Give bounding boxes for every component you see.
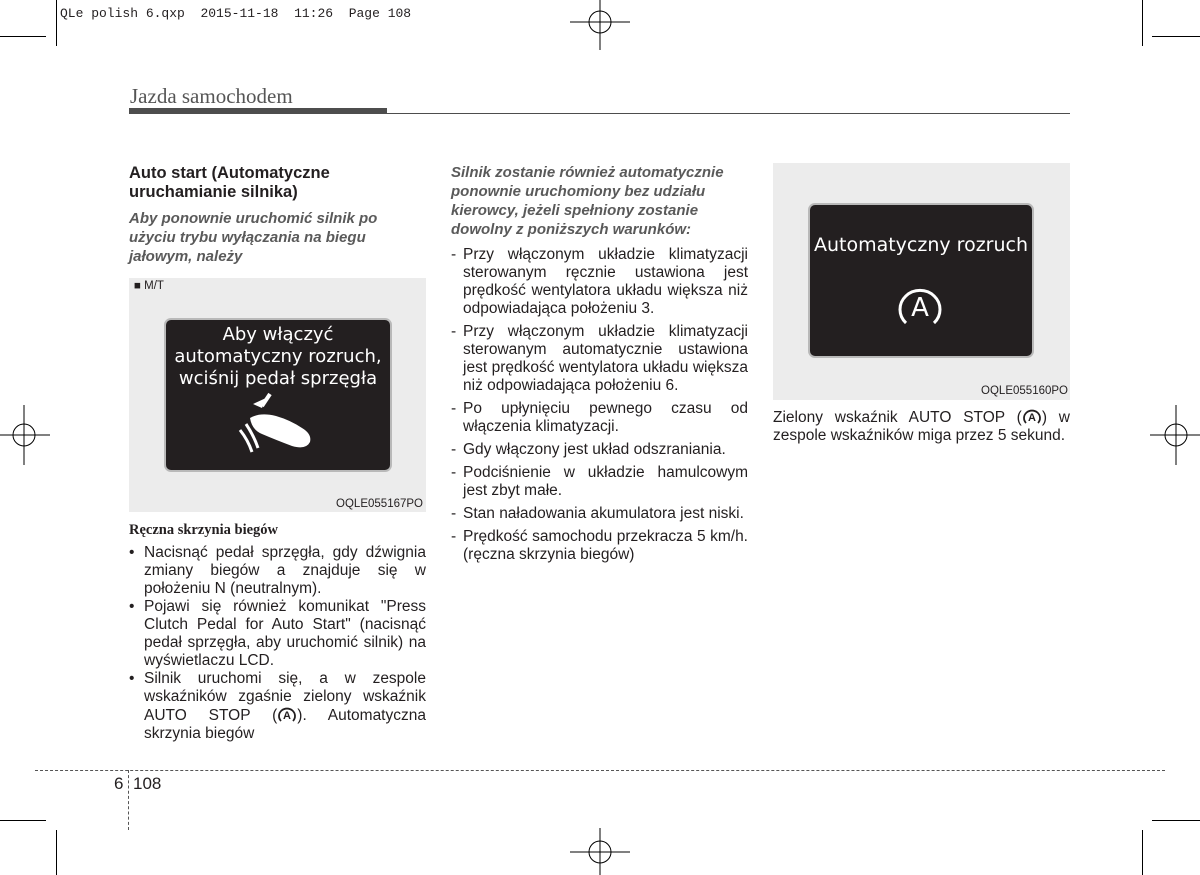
list-item-text: Prędkość samochodu przekracza 5 km/h. (ręczna skrzynia biegów) bbox=[463, 528, 748, 563]
column-1 bbox=[129, 164, 426, 266]
list-item: - Stan naładowania akumulatora jest niski. bbox=[451, 505, 744, 522]
list-item: • Nacisnąć pedał sprzęgła, gdy dźwignia zmiany biegów a znajduje się w położeniu N (neutralnym). bbox=[129, 544, 426, 597]
print-page: Page 108 bbox=[348, 6, 412, 21]
subheading: Ręczna skrzynia biegów bbox=[129, 522, 279, 538]
svg-text:A: A bbox=[283, 710, 292, 722]
registration-mark-bottom bbox=[570, 828, 630, 875]
page-number: 108 bbox=[133, 774, 162, 793]
print-time: 11:26 bbox=[294, 6, 334, 21]
chapter-rule-thick bbox=[129, 108, 387, 114]
chapter-title: Jazda samochodem bbox=[130, 84, 293, 108]
list-item: - Po upłynięciu pewnego czasu od włączenia klimatyzacji. bbox=[451, 400, 748, 435]
lcd-display bbox=[164, 318, 392, 472]
list-item: - Przy włączonym układzie klimatyzacji sterowanym ręcznie ustawiona jest prędkość wentylatora układu większa niż odpowiadająca położeniu 3. bbox=[451, 246, 748, 317]
auto-stop-icon bbox=[277, 706, 297, 723]
figure-code: OQLE055160PO bbox=[981, 385, 1068, 397]
list-item-text: Przy włączonym układzie klimatyzacji sterowanym ręcznie ustawiona jest prędkość wentylatora układu większa niż odpowiadająca położeniu 3. bbox=[463, 246, 748, 317]
crop-mark bbox=[1142, 830, 1143, 875]
list-item: - Podciśnienie w układzie hamulcowym jest zbyt małe. bbox=[451, 464, 748, 499]
chapter-rule-thin bbox=[387, 113, 1070, 114]
crop-mark bbox=[56, 0, 57, 46]
lcd-display bbox=[808, 203, 1034, 358]
list-item: • Pojawi się również komunikat "Press Clutch Pedal for Auto Start" (nacisnąć pedał sprzęgła, aby uruchomić silnik) na wyświetlaczu LCD. bbox=[129, 598, 426, 669]
column-2 bbox=[451, 163, 748, 569]
print-file: QLe polish 6.qxp bbox=[60, 6, 185, 21]
note-text: ) w zespole wskaźników miga przez 5 sekund. bbox=[773, 409, 1070, 444]
note-text: Zielony wskaźnik AUTO STOP ( bbox=[773, 409, 1022, 426]
crop-mark bbox=[56, 830, 57, 875]
registration-mark-right bbox=[1150, 405, 1200, 465]
list-item-text: Stan naładowania akumulatora jest niski. bbox=[463, 505, 744, 522]
chapter-number: 6 bbox=[114, 774, 124, 793]
footer-vertical-rule bbox=[128, 770, 129, 830]
svg-text:A: A bbox=[911, 293, 929, 323]
lcd-line: Aby włączyć bbox=[222, 324, 334, 345]
list-item: - Gdy włączony jest układ odszraniania. bbox=[451, 441, 726, 458]
figure-tag: ■ M/T bbox=[134, 280, 164, 292]
crop-mark bbox=[1142, 0, 1143, 46]
figure-auto-start bbox=[773, 163, 1070, 400]
list-item: - Przy włączonym układzie klimatyzacji sterowanym automatycznie ustawiona jest prędkość wentylatora układu większa niż odpowiadająca położeniu 6. bbox=[451, 323, 748, 394]
list-item: - Prędkość samochodu przekracza 5 km/h. (ręczna skrzynia biegów) bbox=[451, 528, 748, 563]
section-title: Auto start (Automatyczne uruchamianie silnika) bbox=[129, 164, 330, 201]
list-item-text: Przy włączonym układzie klimatyzacji sterowanym automatycznie ustawiona jest prędkość wentylatora układu większa niż odpowiadająca położeniu 6. bbox=[463, 323, 748, 394]
list-item-text: Silnik uruchomi się, a w zespole wskaźników zgaśnie zielony wskaźnik AUTO STOP ( bbox=[144, 670, 426, 724]
lcd-line: wciśnij pedał sprzęgła bbox=[178, 368, 378, 389]
footer-dashed-rule bbox=[35, 770, 1165, 771]
list-item-text: Po upłynięciu pewnego czasu od włączenia klimatyzacji. bbox=[463, 400, 748, 435]
figure-code: OQLE055167PO bbox=[336, 498, 423, 510]
list-item: • Silnik uruchomi się, a w zespole wskaźników zgaśnie zielony wskaźnik AUTO STOP ( A ). Automatyczna skrzynia biegów bbox=[129, 670, 426, 742]
print-header bbox=[60, 6, 411, 21]
list-item-text: Nacisnąć pedał sprzęgła, gdy dźwignia zmiany biegów a znajduje się w położeniu N (neutralnym). bbox=[144, 544, 426, 597]
crop-mark bbox=[0, 36, 46, 37]
steps-list bbox=[129, 544, 426, 743]
print-date: 2015-11-18 bbox=[200, 6, 279, 21]
lcd-message: Automatyczny rozruch bbox=[813, 234, 1029, 256]
column-1-body bbox=[129, 521, 426, 743]
registration-mark-left bbox=[0, 405, 50, 465]
figure-manual-transmission bbox=[129, 278, 426, 512]
svg-text:A: A bbox=[1027, 412, 1036, 424]
list-item-text: ). Automatyczna skrzynia biegów bbox=[144, 707, 426, 742]
clutch-pedal-icon bbox=[236, 390, 326, 458]
list-item-text: Pojawi się również komunikat "Press Clutch Pedal for Auto Start" (nacisnąć pedał sprzęgła, aby uruchomić silnik) na wyświetlaczu LCD. bbox=[144, 598, 426, 669]
crop-mark bbox=[1152, 820, 1200, 821]
crop-mark bbox=[0, 820, 46, 821]
crop-mark bbox=[1152, 36, 1200, 37]
auto-stop-icon bbox=[1022, 408, 1042, 425]
conditions-list bbox=[451, 246, 748, 564]
registration-mark-top bbox=[570, 0, 630, 50]
list-item-text: Podciśnienie w układzie hamulcowym jest zbyt małe. bbox=[463, 464, 748, 499]
lcd-line: automatyczny rozruch, bbox=[174, 346, 382, 367]
list-item-text: Gdy włączony jest układ odszraniania. bbox=[463, 441, 726, 458]
auto-stop-note bbox=[773, 408, 1070, 445]
conditions-intro: Silnik zostanie również automatycznie ponownie uruchomiony bez udziału kierowcy, jeżeli spełniony zostanie dowolny z poniższych warunków: bbox=[451, 164, 724, 238]
auto-start-icon bbox=[896, 283, 944, 329]
lcd-message bbox=[166, 324, 390, 390]
section-intro: Aby ponownie uruchomić silnik po użyciu trybu wyłączania na biegu jałowym, należy bbox=[129, 210, 378, 265]
